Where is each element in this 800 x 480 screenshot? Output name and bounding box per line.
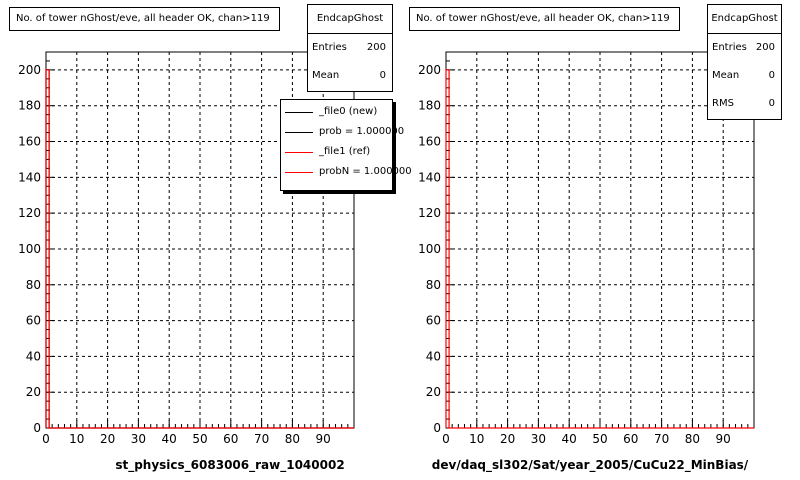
stats-value: 200 bbox=[366, 42, 386, 53]
y-tick-label: 40 bbox=[25, 349, 41, 364]
stats-row-mean bbox=[308, 62, 392, 90]
x-tick-label: 60 bbox=[223, 432, 239, 446]
legend-label: _file1 (ref) bbox=[319, 146, 371, 157]
x-tick-label: 40 bbox=[561, 432, 577, 446]
y-tick-label: 160 bbox=[418, 134, 441, 149]
stats-value: 200 bbox=[755, 42, 775, 53]
legend-entry bbox=[281, 102, 392, 122]
x-tick-label: 0 bbox=[442, 432, 450, 446]
stats-name: EndcapGhost bbox=[308, 5, 392, 34]
y-tick-label: 180 bbox=[418, 98, 441, 113]
y-tick-label: 200 bbox=[418, 62, 441, 77]
x-tick-label: 20 bbox=[499, 432, 516, 446]
y-tick-label: 140 bbox=[418, 170, 441, 185]
x-tick-label: 40 bbox=[161, 432, 177, 446]
legend-line-swatch bbox=[285, 132, 313, 133]
legend-entry bbox=[281, 162, 412, 182]
stats-value: 0 bbox=[379, 70, 386, 81]
legend-entry bbox=[281, 122, 405, 142]
x-tick-label: 20 bbox=[99, 432, 116, 446]
legend-label: probN = 1.000000 bbox=[319, 166, 412, 177]
x-tick-label: 70 bbox=[253, 432, 270, 446]
x-tick-label: 80 bbox=[284, 432, 301, 446]
legend-line-swatch bbox=[285, 112, 313, 113]
legend-label: _file0 (new) bbox=[319, 106, 378, 117]
x-tick-label: 70 bbox=[653, 432, 670, 446]
stats-value: 0 bbox=[768, 70, 775, 81]
panel-left-stats-box bbox=[307, 4, 393, 92]
legend-line-swatch bbox=[285, 152, 313, 153]
y-tick-label: 120 bbox=[18, 206, 41, 221]
stats-row-entries bbox=[308, 34, 392, 62]
panel-right-stats-box bbox=[707, 4, 782, 120]
legend-entry bbox=[281, 142, 392, 162]
y-tick-label: 140 bbox=[18, 170, 41, 185]
panel-left-xlabel: st_physics_6083006_raw_1040002 bbox=[115, 458, 345, 472]
y-tick-label: 100 bbox=[418, 241, 441, 256]
y-tick-label: 120 bbox=[418, 206, 441, 221]
y-tick-label: 40 bbox=[425, 349, 441, 364]
x-tick-label: 60 bbox=[623, 432, 639, 446]
y-tick-label: 100 bbox=[18, 241, 41, 256]
legend-line-swatch bbox=[285, 172, 313, 173]
y-tick-label: 80 bbox=[25, 277, 41, 292]
y-tick-label: 0 bbox=[433, 421, 441, 435]
stats-row-mean bbox=[708, 62, 781, 90]
y-tick-label: 60 bbox=[25, 313, 41, 328]
stats-label: RMS bbox=[712, 98, 734, 109]
y-tick-label: 0 bbox=[33, 421, 41, 435]
legend-box bbox=[280, 99, 412, 191]
y-tick-label: 20 bbox=[25, 385, 41, 400]
stats-row-rms bbox=[708, 90, 781, 118]
legend-label: prob = 1.000000 bbox=[319, 126, 405, 137]
x-tick-label: 90 bbox=[315, 432, 331, 446]
x-tick-label: 30 bbox=[130, 432, 147, 446]
x-tick-label: 50 bbox=[192, 432, 208, 446]
x-tick-label: 30 bbox=[530, 432, 547, 446]
stats-label: Mean bbox=[312, 70, 340, 81]
x-tick-label: 80 bbox=[684, 432, 701, 446]
x-tick-label: 90 bbox=[715, 432, 731, 446]
stats-label: Entries bbox=[712, 42, 747, 53]
stats-name: EndcapGhost bbox=[708, 5, 781, 34]
x-tick-label: 10 bbox=[469, 432, 485, 446]
y-tick-label: 200 bbox=[18, 62, 41, 77]
y-tick-label: 80 bbox=[425, 277, 441, 292]
stats-row-entries bbox=[708, 34, 781, 62]
y-tick-label: 180 bbox=[18, 98, 41, 113]
x-tick-label: 10 bbox=[69, 432, 85, 446]
x-tick-label: 0 bbox=[42, 432, 50, 446]
y-tick-label: 20 bbox=[425, 385, 441, 400]
y-tick-label: 160 bbox=[18, 134, 41, 149]
stats-label: Entries bbox=[312, 42, 347, 53]
stats-value: 0 bbox=[768, 98, 775, 109]
panel-right-xlabel: dev/daq_sl302/Sat/year_2005/CuCu22_MinBias/ bbox=[431, 458, 749, 472]
panel-right-title: No. of tower nGhost/eve, all header OK, chan>119 bbox=[409, 7, 680, 31]
stats-label: Mean bbox=[712, 70, 740, 81]
histogram-bin bbox=[446, 70, 754, 428]
panel-left-title: No. of tower nGhost/eve, all header OK, chan>119 bbox=[9, 7, 280, 31]
y-tick-label: 60 bbox=[425, 313, 441, 328]
x-tick-label: 50 bbox=[592, 432, 608, 446]
